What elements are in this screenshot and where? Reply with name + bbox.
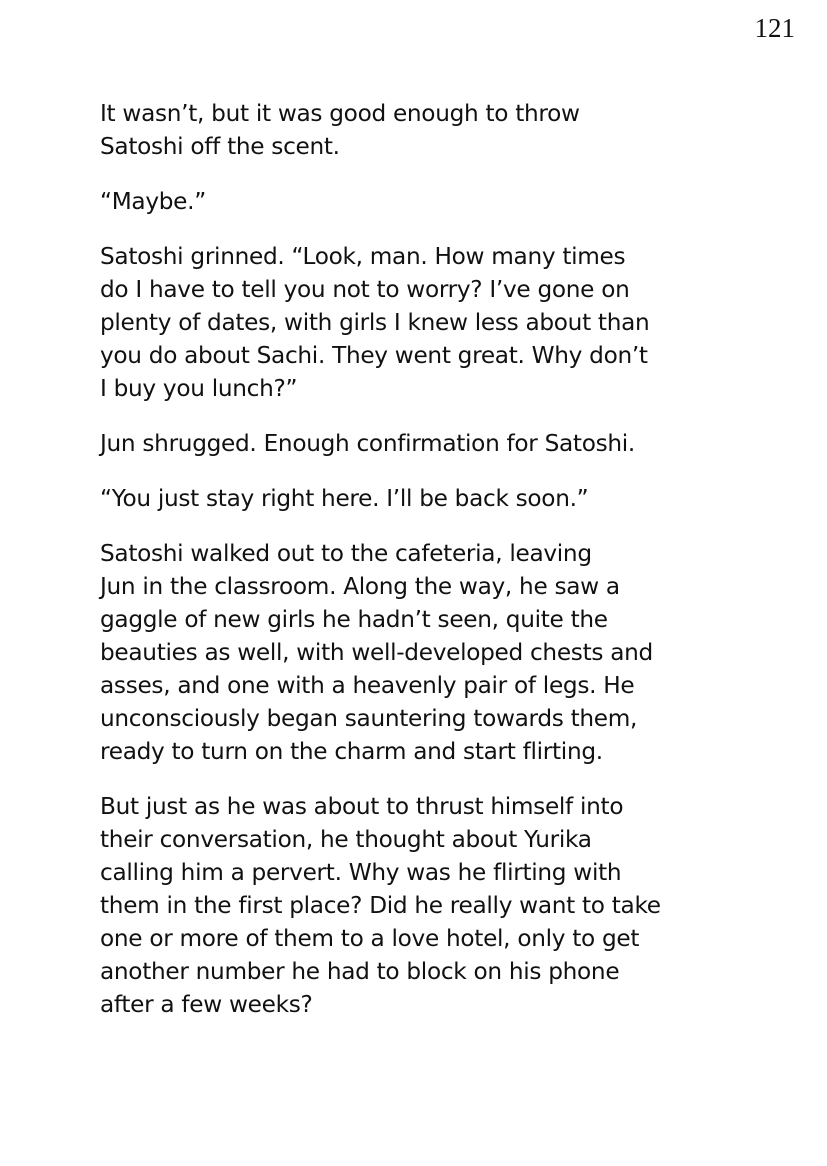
paragraph-4 xyxy=(100,427,740,460)
text-line: asses, and one with a heavenly pair of legs. He xyxy=(100,672,635,699)
text-line: Satoshi off the scent. xyxy=(100,133,340,160)
text-line: ready to turn on the charm and start flirting. xyxy=(100,738,603,765)
text-line: unconsciously began sauntering towards them, xyxy=(100,705,638,732)
paragraph-2 xyxy=(100,185,740,218)
text-line: Satoshi walked out to the cafeteria, leaving xyxy=(100,540,592,567)
text-line: gaggle of new girls he hadn’t seen, quite the xyxy=(100,606,608,633)
text-line: calling him a pervert. Why was he flirting with xyxy=(100,859,622,886)
text-line: Jun in the classroom. Along the way, he saw a xyxy=(100,573,620,600)
paragraph-7 xyxy=(100,790,740,1021)
text-line: do I have to tell you not to worry? I’ve gone on xyxy=(100,276,630,303)
text-line: Jun shrugged. Enough confirmation for Satoshi. xyxy=(100,430,635,457)
text-line: Satoshi grinned. “Look, man. How many times xyxy=(100,243,626,270)
text-line: “Maybe.” xyxy=(100,188,206,215)
text-line: It wasn’t, but it was good enough to throw xyxy=(100,100,580,127)
paragraph-3 xyxy=(100,240,740,405)
text-line: one or more of them to a love hotel, only to get xyxy=(100,925,640,952)
paragraph-1 xyxy=(100,97,740,163)
text-line: them in the first place? Did he really want to take xyxy=(100,892,661,919)
paragraph-6 xyxy=(100,537,740,768)
text-line: But just as he was about to thrust himself into xyxy=(100,793,624,820)
page-number: 121 xyxy=(754,13,795,43)
text-line: I buy you lunch?” xyxy=(100,375,298,402)
body-text xyxy=(100,97,740,1043)
text-line: another number he had to block on his phone xyxy=(100,958,620,985)
text-line: you do about Sachi. They went great. Why don’t xyxy=(100,342,648,369)
text-line: their conversation, he thought about Yurika xyxy=(100,826,592,853)
text-line: beauties as well, with well-developed chests and xyxy=(100,639,653,666)
text-line: plenty of dates, with girls I knew less about than xyxy=(100,309,650,336)
text-line: after a few weeks? xyxy=(100,991,313,1018)
text-line: “You just stay right here. I’ll be back soon.” xyxy=(100,485,589,512)
paragraph-5 xyxy=(100,482,740,515)
